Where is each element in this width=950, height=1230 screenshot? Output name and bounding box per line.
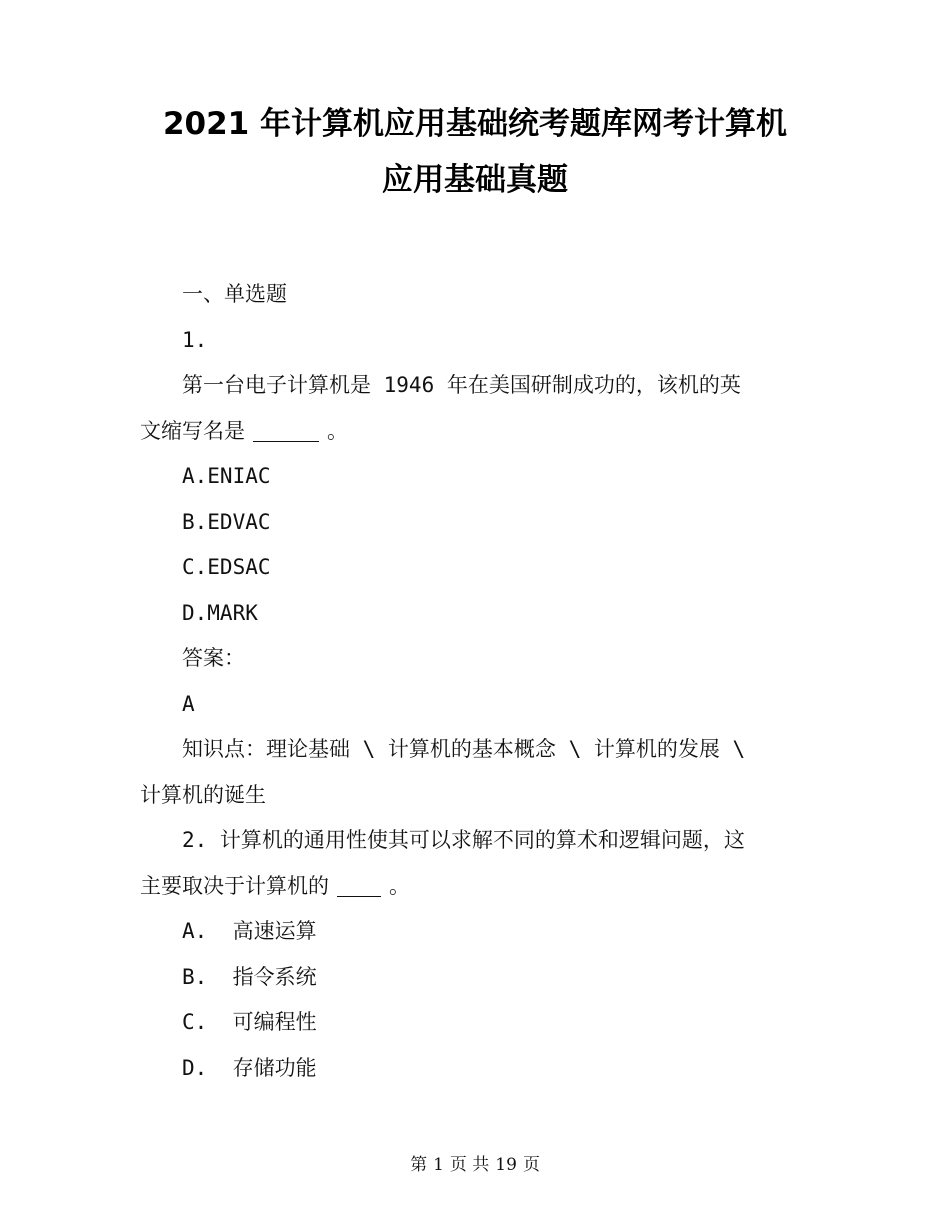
- question-2-stem-end: 。: [389, 873, 410, 898]
- footer-total-pages: 19: [495, 1155, 517, 1175]
- question-1-option-c: C.EDSAC: [182, 555, 271, 579]
- question-2-option-a: A. 高速运算: [182, 919, 317, 943]
- question-1-stem-end: 。: [327, 418, 348, 443]
- question-1-option-b: B.EDVAC: [182, 509, 271, 534]
- question-2-stem-line-1: 2. 计算机的通用性使其可以求解不同的算术和逻辑问题，这: [182, 828, 745, 852]
- question-1-answer-blank: [253, 420, 319, 442]
- page-footer: [0, 1150, 950, 1175]
- footer-page-number: 1: [433, 1155, 444, 1175]
- question-1-stem-line-1: 第一台电子计算机是 1946 年在美国研制成功的，该机的英: [182, 373, 741, 397]
- document-body: [140, 272, 810, 1091]
- section-heading: 一、单选题: [182, 282, 287, 306]
- question-1-answer-label: 答案：: [182, 646, 245, 670]
- document-title-line-1: 2021 年计算机应用基础统考题库网考计算机: [162, 106, 788, 142]
- question-2-option-d: D. 存储功能: [182, 1055, 317, 1080]
- question-1-option-a: A.ENIAC: [182, 464, 271, 488]
- footer-suffix: 页: [522, 1155, 540, 1175]
- question-2-option-b: B. 指令系统: [182, 964, 317, 989]
- question-1-knowledge-line-2: 计算机的诞生: [140, 782, 266, 807]
- document-title-line-2: 应用基础真题: [382, 162, 568, 198]
- question-1-stem-text: 文缩写名是: [140, 418, 245, 443]
- question-2-stem-line-2: [140, 864, 810, 910]
- footer-prefix: 第: [410, 1155, 428, 1175]
- footer-middle: 页 共: [449, 1155, 490, 1175]
- question-2-answer-blank: [337, 875, 381, 897]
- question-1-option-d: D.MARK: [182, 600, 258, 625]
- question-1-stem-line-2: [140, 409, 810, 455]
- question-1-knowledge-line-1: 知识点：理论基础 \ 计算机的基本概念 \ 计算机的发展 \: [182, 737, 746, 761]
- question-2-option-c: C. 可编程性: [182, 1010, 317, 1034]
- question-1-number: 1.: [182, 327, 208, 352]
- question-2-stem-text: 主要取决于计算机的: [140, 873, 329, 898]
- question-1-answer: A: [182, 691, 195, 716]
